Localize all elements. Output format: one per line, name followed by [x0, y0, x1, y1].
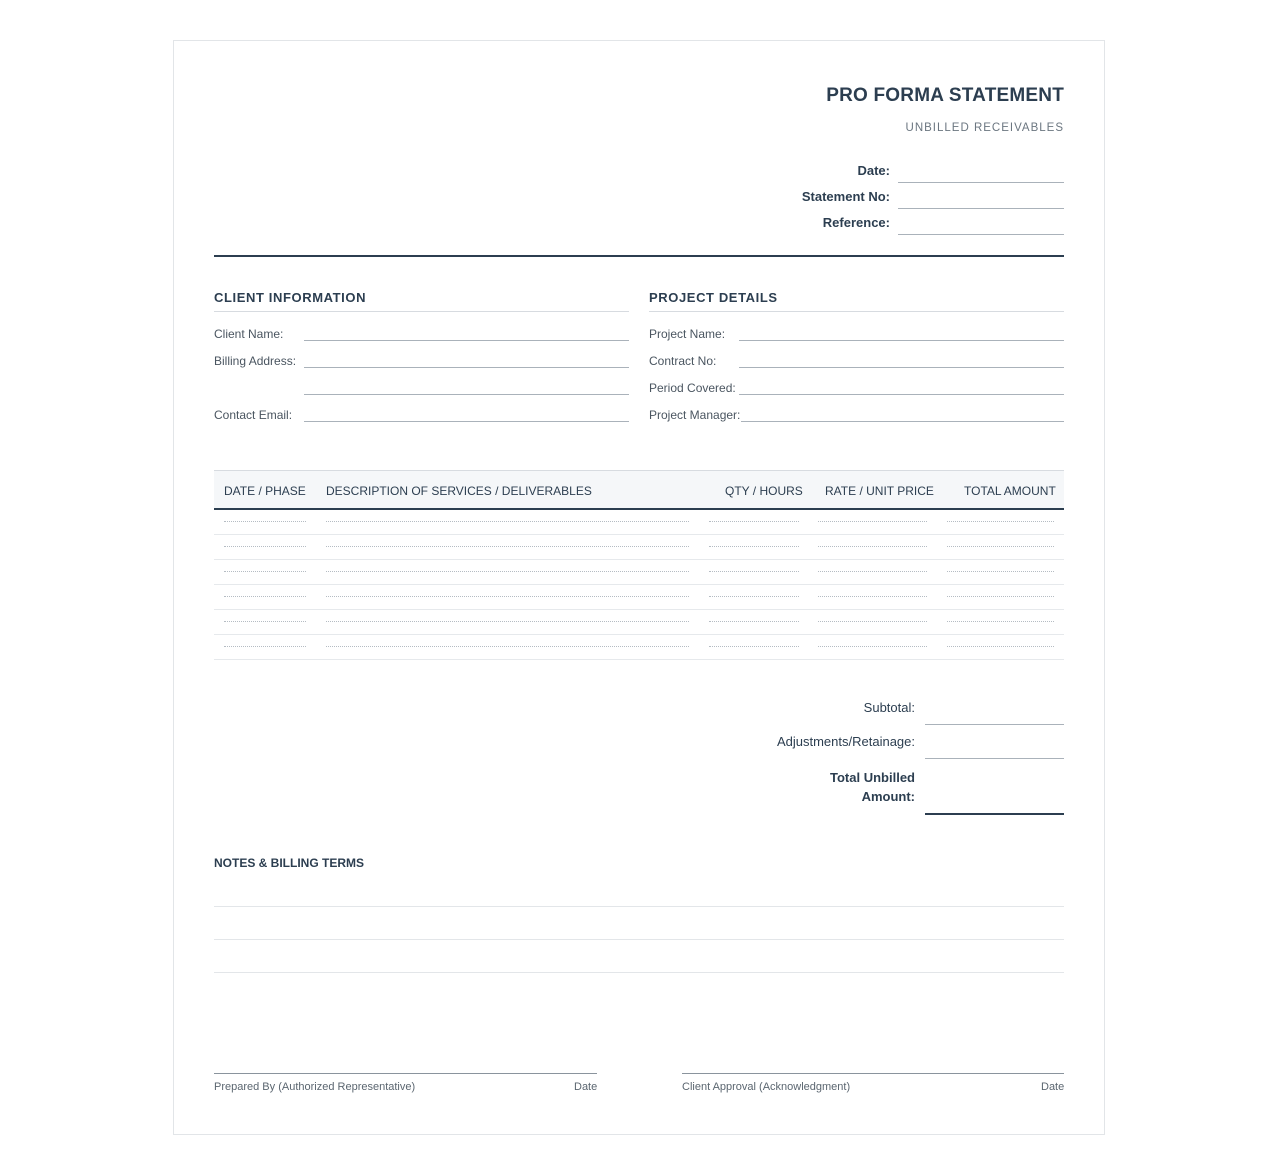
adjustments-label: Adjustments/Retainage: — [776, 734, 915, 749]
meta-statement-no-row — [764, 187, 1064, 209]
table-row — [214, 560, 1064, 585]
meta-statement-no-label: Statement No: — [801, 189, 890, 204]
notes-heading: NOTES & BILLING TERMS — [214, 856, 364, 870]
period-covered-field[interactable] — [739, 394, 1064, 395]
adjustments-field[interactable] — [925, 758, 1064, 759]
cell-description[interactable] — [326, 571, 689, 572]
header-divider — [214, 255, 1064, 257]
client-date-label: Date — [1041, 1081, 1065, 1093]
meta-date-row — [764, 161, 1064, 183]
meta-date-label: Date: — [857, 163, 890, 178]
cell-description[interactable] — [326, 646, 689, 647]
cell-total-amount[interactable] — [947, 646, 1054, 647]
client-approval-signature-line[interactable] — [682, 1073, 1064, 1074]
cell-total-amount[interactable] — [947, 521, 1054, 522]
client-name-field[interactable] — [304, 340, 629, 341]
project-heading-rule — [649, 311, 1064, 312]
project-manager-field[interactable] — [741, 421, 1064, 422]
billing-address-label: Billing Address: — [214, 354, 297, 368]
cell-date-phase[interactable] — [224, 621, 306, 622]
period-covered-label: Period Covered: — [649, 381, 736, 395]
document-subtitle: UNBILLED RECEIVABLES — [905, 122, 1064, 134]
col-total-amount: TOTAL AMOUNT — [964, 484, 1056, 498]
prepared-by-signature-line[interactable] — [214, 1073, 597, 1074]
notes-line-2[interactable] — [214, 939, 1064, 940]
contract-no-field[interactable] — [739, 367, 1064, 368]
col-rate: RATE / UNIT PRICE — [825, 484, 934, 498]
cell-date-phase[interactable] — [224, 571, 306, 572]
cell-rate[interactable] — [818, 621, 927, 622]
contract-no-label: Contract No: — [649, 354, 717, 368]
table-row — [214, 510, 1064, 535]
cell-description[interactable] — [326, 521, 689, 522]
total-unbilled-label-2: Amount: — [861, 789, 915, 804]
cell-qty-hours[interactable] — [709, 596, 799, 597]
total-unbilled-label-1: Total Unbilled — [830, 770, 915, 785]
project-details-heading: PROJECT DETAILS — [649, 290, 778, 305]
meta-reference-field[interactable] — [898, 234, 1064, 235]
subtotal-field[interactable] — [925, 724, 1064, 725]
cell-qty-hours[interactable] — [709, 571, 799, 572]
prepared-by-label: Prepared By (Authorized Representative) — [214, 1081, 416, 1093]
project-name-field[interactable] — [739, 340, 1064, 341]
cell-total-amount[interactable] — [947, 621, 1054, 622]
cell-description[interactable] — [326, 596, 689, 597]
client-heading-rule — [214, 311, 629, 312]
cell-qty-hours[interactable] — [709, 621, 799, 622]
table-row — [214, 535, 1064, 560]
cell-total-amount[interactable] — [947, 546, 1054, 547]
billing-address-field-1[interactable] — [304, 367, 629, 368]
cell-rate[interactable] — [818, 646, 927, 647]
cell-date-phase[interactable] — [224, 646, 306, 647]
cell-description[interactable] — [326, 546, 689, 547]
cell-rate[interactable] — [818, 596, 927, 597]
billing-address-field-2[interactable] — [304, 394, 629, 395]
client-info-heading: CLIENT INFORMATION — [214, 290, 367, 305]
client-approval-label: Client Approval (Acknowledgment) — [682, 1081, 851, 1093]
table-row — [214, 635, 1064, 660]
subtotal-label: Subtotal: — [863, 700, 915, 715]
meta-date-field[interactable] — [898, 182, 1064, 183]
meta-reference-row — [764, 213, 1064, 235]
cell-date-phase[interactable] — [224, 521, 306, 522]
project-manager-label: Project Manager: — [649, 408, 741, 422]
cell-rate[interactable] — [818, 521, 927, 522]
document-title: PRO FORMA STATEMENT — [826, 85, 1064, 106]
cell-total-amount[interactable] — [947, 571, 1054, 572]
cell-qty-hours[interactable] — [709, 646, 799, 647]
cell-date-phase[interactable] — [224, 546, 306, 547]
meta-reference-label: Reference: — [822, 215, 890, 230]
meta-statement-no-field[interactable] — [898, 208, 1064, 209]
cell-total-amount[interactable] — [947, 596, 1054, 597]
col-description: DESCRIPTION OF SERVICES / DELIVERABLES — [326, 484, 592, 498]
total-unbilled-field[interactable] — [925, 813, 1064, 815]
cell-date-phase[interactable] — [224, 596, 306, 597]
notes-line-3[interactable] — [214, 972, 1064, 973]
contact-email-field[interactable] — [304, 421, 629, 422]
cell-rate[interactable] — [818, 546, 927, 547]
prepared-date-label: Date — [574, 1081, 598, 1093]
cell-rate[interactable] — [818, 571, 927, 572]
table-row — [214, 610, 1064, 635]
cell-qty-hours[interactable] — [709, 546, 799, 547]
project-name-label: Project Name: — [649, 327, 726, 341]
line-items-header — [214, 470, 1064, 510]
statement-sheet — [173, 40, 1105, 1135]
contact-email-label: Contact Email: — [214, 408, 293, 422]
col-qty-hours: QTY / HOURS — [725, 484, 803, 498]
cell-description[interactable] — [326, 621, 689, 622]
client-name-label: Client Name: — [214, 327, 284, 341]
table-row — [214, 585, 1064, 610]
notes-line-1[interactable] — [214, 906, 1064, 907]
cell-qty-hours[interactable] — [709, 521, 799, 522]
col-date-phase: DATE / PHASE — [224, 484, 306, 498]
